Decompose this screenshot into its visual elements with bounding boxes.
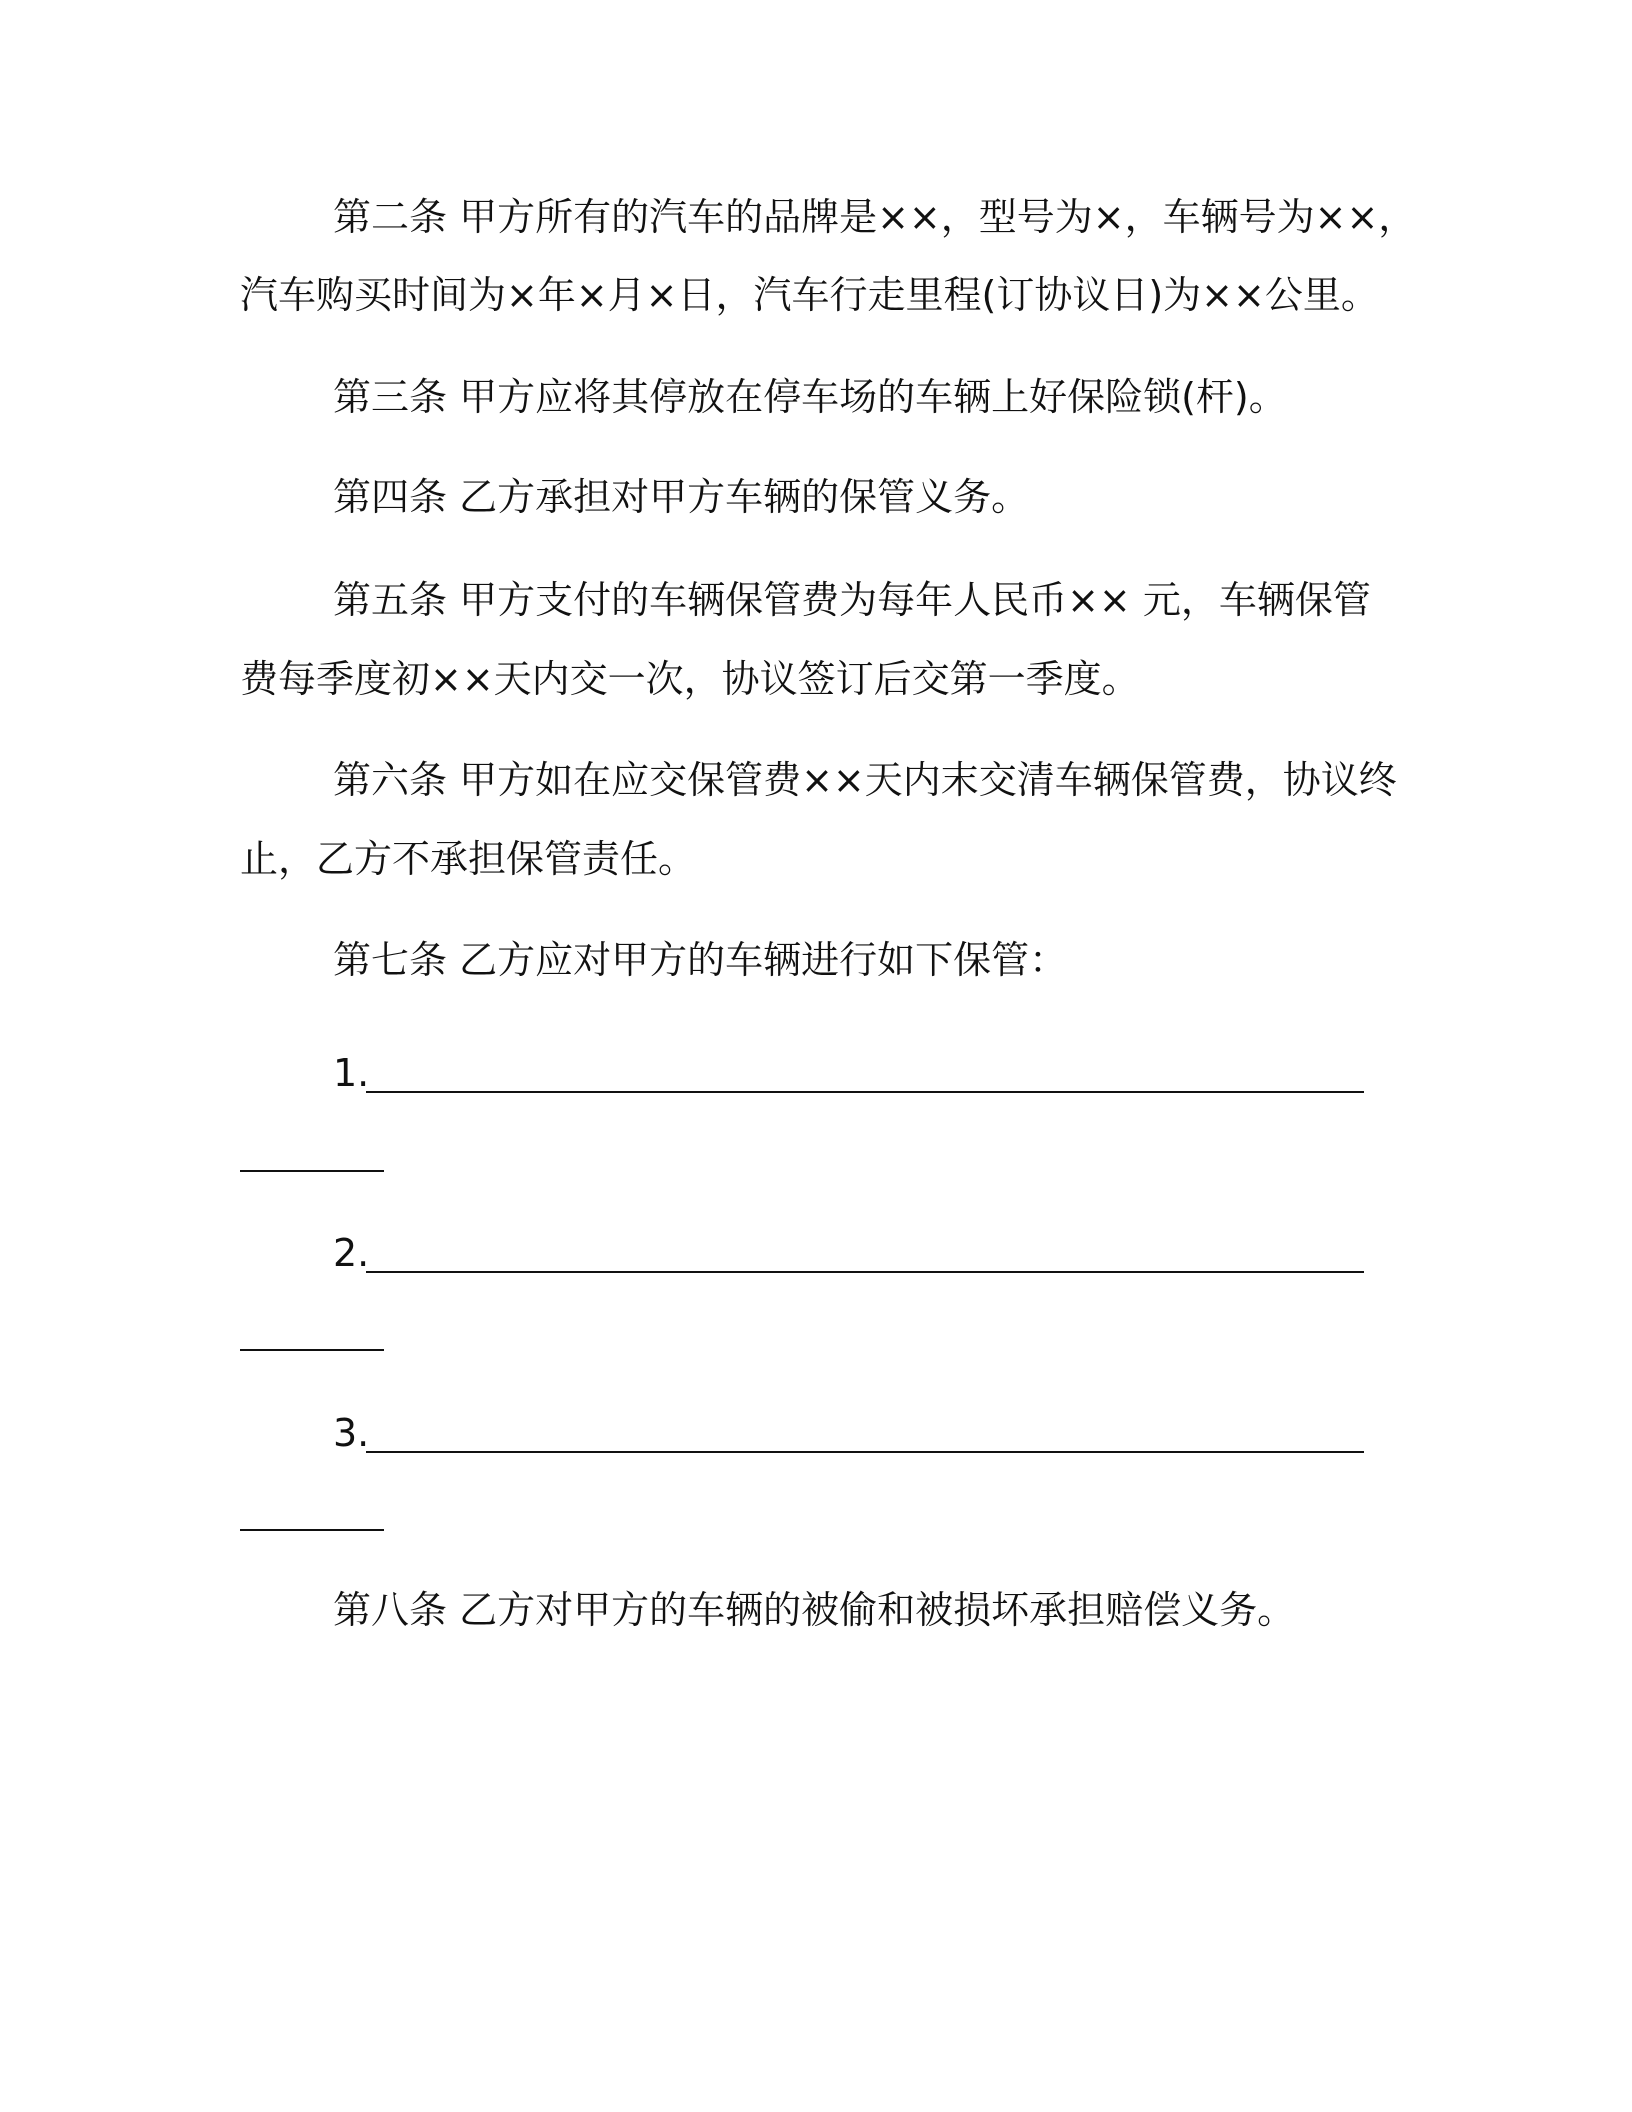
fill-in-blank-continuation bbox=[240, 1529, 384, 1531]
article-5-line-2: 费每季度初××天内交一次，协议签订后交第一季度。 bbox=[240, 657, 1140, 701]
article-2-line-1: 第二条 甲方所有的汽车的品牌是××，型号为×，车辆号为××， bbox=[333, 195, 1417, 239]
list-item-number: 1. bbox=[333, 1051, 370, 1095]
article-8: 第八条 乙方对甲方的车辆的被偷和被损坏承担赔偿义务。 bbox=[333, 1588, 1296, 1632]
list-item-number: 3. bbox=[333, 1411, 370, 1455]
fill-in-blank-continuation bbox=[240, 1170, 384, 1172]
article-2-line-2: 汽车购买时间为×年×月×日，汽车行走里程(订协议日)为××公里。 bbox=[240, 273, 1379, 317]
fill-in-blank-line bbox=[366, 1091, 1364, 1093]
fill-in-blank-line bbox=[366, 1451, 1364, 1453]
article-4: 第四条 乙方承担对甲方车辆的保管义务。 bbox=[333, 475, 1030, 519]
article-5-line-1: 第五条 甲方支付的车辆保管费为每年人民币×× 元，车辆保管 bbox=[333, 578, 1371, 622]
fill-in-blank-line bbox=[366, 1271, 1364, 1273]
list-item-number: 2. bbox=[333, 1231, 370, 1275]
article-7: 第七条 乙方应对甲方的车辆进行如下保管： bbox=[333, 938, 1068, 982]
article-6-line-1: 第六条 甲方如在应交保管费××天内末交清车辆保管费，协议终 bbox=[333, 758, 1397, 802]
article-6-line-2: 止，乙方不承担保管责任。 bbox=[240, 837, 697, 881]
fill-in-blank-continuation bbox=[240, 1349, 384, 1351]
article-3: 第三条 甲方应将其停放在停车场的车辆上好保险锁(杆)。 bbox=[333, 375, 1287, 419]
